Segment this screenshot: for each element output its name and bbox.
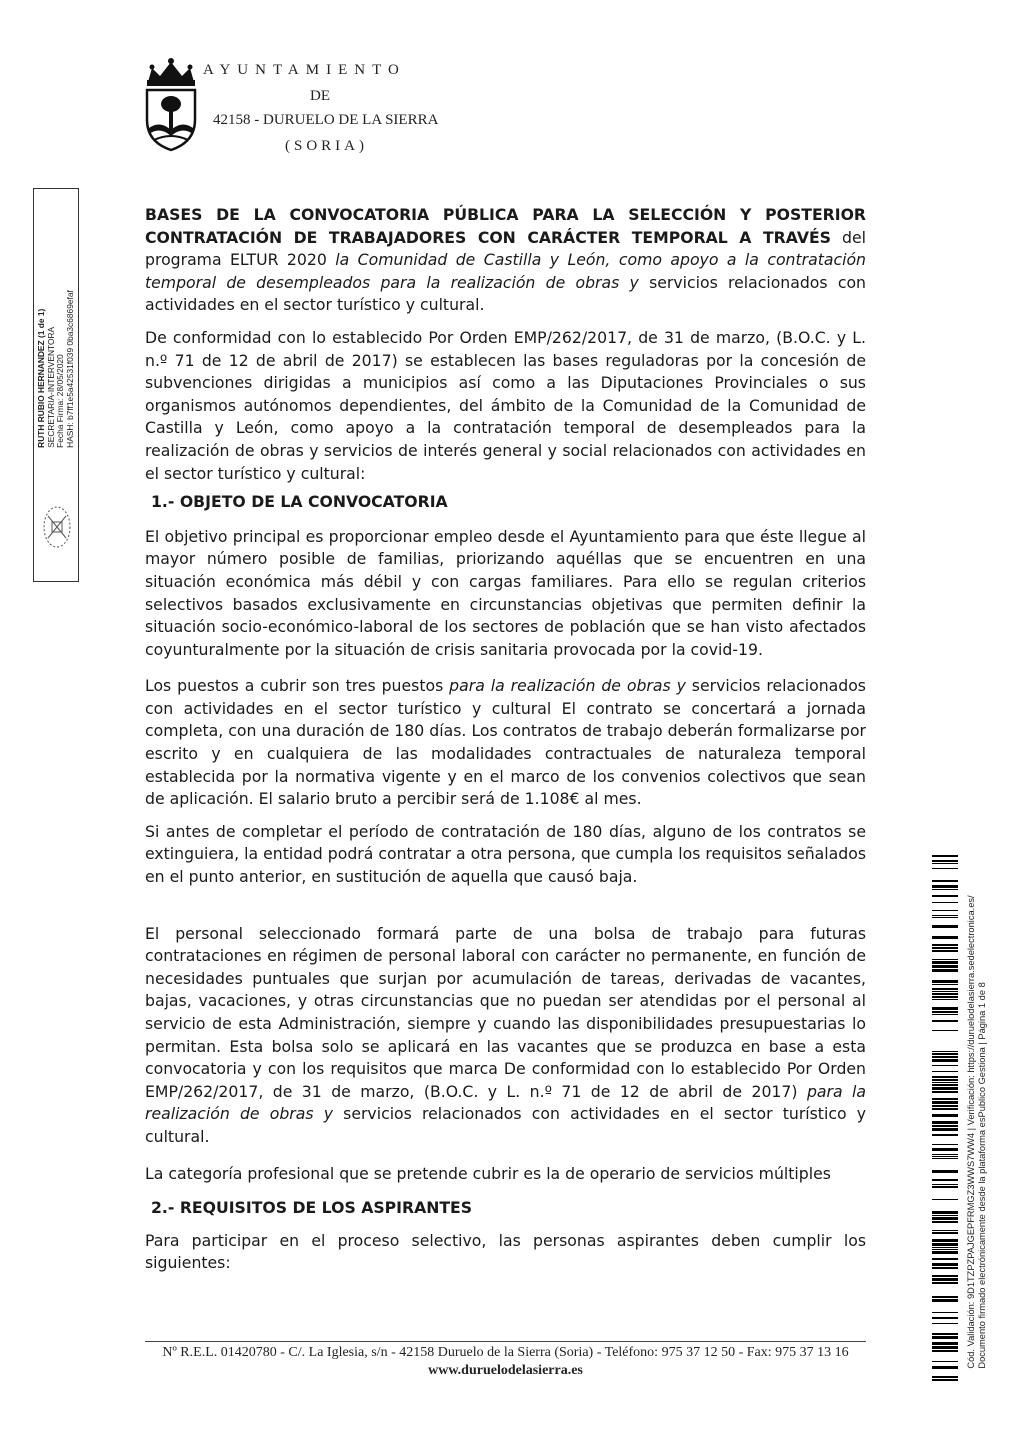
barcode-bar (932, 1342, 958, 1345)
barcode-bar (932, 1053, 958, 1055)
barcode-bar (932, 1317, 958, 1319)
letterhead-line-1: AYUNTAMIENTO (203, 62, 406, 78)
title-normal: del programa ELTUR 2020 (145, 227, 866, 270)
paragraph-1: El objetivo principal es proporcionar empleo desde el Ayuntamiento para que éste llegue al mayor número posible de familias, priorizando aquéllas que se encuentren en una situación económica más débil y con cargas familiares. Para ello se regulan criterios selectivos basados exclusivamente en circunstancias objetivas que permiten definir la situación socio-económico-laboral de los sectores de población que se han visto afectados coyunturalmente por la situación de crisis sanitaria provocada por la covid-19. (145, 526, 866, 659)
barcode-bar (932, 1154, 958, 1155)
verification-platform: Documento firmado electrónicamente desde la plataforma esPublico Gestiona | Página 1 de 8 (977, 982, 987, 1369)
document-title (145, 204, 866, 317)
barcode-bar (932, 1278, 958, 1281)
p4-end: servicios relacionados con actividades en el sector turístico y cultural. (145, 1104, 866, 1146)
barcode-bar (932, 1121, 958, 1124)
paragraph-6: Para participar en el proceso selectivo, las personas aspirantes deben cumplir los siguientes: (145, 1230, 866, 1273)
barcode-bar (932, 880, 958, 882)
verification-code: Cód. Validación: 9D1TZPZPAJGEPFRMGZ3WWS7WW4 | Verificación: https://duruelodelasierra.sedelectronica.es/ (966, 895, 976, 1369)
barcode-bar (932, 902, 958, 903)
signature-hash: HASH: b7ff1e5a42531f039 0ba3c6869efaf (64, 290, 75, 448)
barcode-bar (932, 950, 958, 952)
barcode-bar (932, 1087, 958, 1090)
barcode-bar (932, 1350, 958, 1352)
barcode-bar (932, 961, 958, 964)
barcode-bar (932, 1184, 958, 1185)
barcode-bar (932, 988, 958, 990)
barcode-bar (932, 1076, 958, 1078)
barcode-bar (932, 895, 958, 897)
intro-paragraph: De conformidad con lo establecido Por Orden EMP/262/2017, de 31 de marzo, (B.O.C. y L. n.º 71 de 12 de abril de 2017) se establecen las bases reguladoras por la concesión de subvenciones dirigidas a municipios así como a las Diputaciones Provinciales o sus organismos autónomos dependientes, del ámbito de la Comunidad de la Comunidad de Castilla y León, como apoyo a la contratación temporal de desempleados para la realización de obras y servicios de interés general y social relacionados con actividades en el sector turístico y cultural: (145, 327, 866, 483)
barcode-bar (932, 1221, 958, 1223)
barcode-bar (932, 1249, 958, 1250)
barcode-bar (932, 1366, 958, 1369)
barcode-bar (932, 885, 958, 888)
barcode-bar (932, 855, 958, 857)
barcode-bar (932, 1014, 958, 1015)
barcode-icon (932, 855, 958, 1392)
paragraph-3: Si antes de completar el período de contratación de 180 días, alguno de los contratos se extinguiera, la entidad podrá contratar a otra persona, que cumpla los requisitos señalados en el punto anterior, en sustitución de aquella que causó baja. (145, 821, 866, 887)
barcode-bar (932, 1361, 958, 1362)
barcode-bar (932, 959, 958, 960)
barcode-bar (932, 1217, 958, 1220)
barcode-bar (932, 1091, 958, 1093)
barcode-bar (932, 1101, 958, 1104)
paragraph-4 (145, 923, 866, 1149)
barcode-bar (932, 1267, 958, 1269)
barcode-bar (932, 965, 958, 968)
barcode-bar (932, 1258, 958, 1260)
barcode-bar (932, 1084, 958, 1086)
footer-website[interactable]: www.duruelodelasierra.es (428, 1363, 583, 1378)
barcode-bar (932, 1134, 958, 1136)
barcode-bar (932, 993, 958, 995)
barcode-bar (932, 917, 958, 918)
paragraph-5: La categoría profesional que se pretende cubrir es la de operario de servicios múltiples (145, 1163, 831, 1183)
verification-strip (965, 872, 989, 1392)
barcode-bar (932, 1105, 958, 1107)
barcode-bar (932, 1156, 958, 1157)
barcode-bar (932, 1275, 958, 1277)
barcode-bar (932, 1007, 958, 1010)
barcode-bar (932, 868, 958, 869)
barcode-bar (932, 1247, 958, 1248)
barcode-bar (932, 1312, 958, 1313)
barcode-bar (932, 1333, 958, 1335)
barcode-bar (932, 996, 958, 998)
title-bold: BASES DE LA CONVOCATORIA PÚBLICA PARA LA SELECCIÓN Y POSTERIOR CONTRATACIÓN DE TRABAJADORES CON CARÁCTER TEMPORAL A TRAVÉS (145, 205, 866, 247)
verification-text (966, 895, 988, 1368)
barcode-bar (932, 1059, 958, 1062)
barcode-bar (932, 1148, 958, 1151)
section-1-heading: 1.- OBJETO DE LA CONVOCATORIA (151, 492, 448, 512)
barcode-bar (932, 889, 958, 890)
barcode-bar (932, 1239, 958, 1242)
coat-of-arms-icon (140, 56, 202, 152)
barcode-bar (932, 1199, 958, 1200)
signature-stamp (33, 188, 79, 582)
section-2-heading: 2.- REQUISITOS DE LOS ASPIRANTES (151, 1198, 473, 1218)
barcode-bar (932, 1215, 958, 1216)
barcode-bar (932, 1114, 958, 1117)
barcode-bar (932, 1020, 958, 1022)
barcode-bar (932, 984, 958, 985)
barcode-bar (932, 1056, 958, 1058)
paragraph-2 (145, 675, 866, 811)
title-italic: la Comunidad de Castilla y León, como apoyo a la contratación temporal de desempleados para la realización de obras y (145, 250, 866, 292)
barcode-bar (932, 1186, 958, 1188)
barcode-bar (932, 1158, 958, 1159)
barcode-bar (932, 1144, 958, 1145)
barcode-bar (932, 969, 958, 972)
barcode-bar (932, 947, 958, 949)
barcode-bar (932, 915, 958, 916)
barcode-bar (932, 1299, 958, 1302)
barcode-bar (932, 910, 958, 911)
barcode-bar (932, 1346, 958, 1349)
p2-italic: para la realización de obras y (449, 676, 686, 696)
barcode-bar (932, 1263, 958, 1266)
barcode-bar (932, 999, 958, 1000)
p2-end: servicios relacionados con actividades en el sector turístico y cultural El contrato se concertará a jornada completa, con una duración de 180 días. Los contratos de trabajo deberán formalizarse por escrito y en cualquiera de las modalidades contractuales de naturaleza temporal establecida por la normativa vigente y en el marco de los convenios colectivos que sean de aplicación. El salario bruto a percibir será de 1.108€ al mes. (145, 676, 866, 809)
barcode-bar (932, 1376, 958, 1378)
barcode-bar (932, 991, 958, 992)
barcode-bar (932, 936, 958, 939)
barcode-bar (932, 1243, 958, 1246)
barcode-bar (932, 1128, 958, 1131)
title-end: servicios relacionados con actividades en el sector turístico y cultural. (145, 272, 866, 315)
p2-start: Los puestos a cubrir son tres puestos (145, 676, 450, 696)
barcode-bar (932, 1296, 958, 1298)
barcode-bar (932, 1379, 958, 1381)
barcode-bar (932, 1211, 958, 1214)
signature-text (37, 290, 75, 448)
barcode-bar (932, 1065, 958, 1066)
barcode-bar (932, 863, 958, 864)
barcode-bar (932, 1336, 958, 1339)
barcode-bar (932, 1030, 958, 1031)
barcode-bar (932, 925, 958, 928)
barcode-bar (932, 1230, 958, 1231)
footer-divider (145, 1341, 866, 1342)
signer-role: SECRETARIA-INTERVENTORA (45, 326, 56, 448)
signature-date: Fecha Firma: 28/05/2020 (55, 354, 65, 448)
barcode-bar (932, 1125, 958, 1127)
barcode-bar (932, 944, 958, 946)
barcode-bar (932, 860, 958, 862)
seal-icon (38, 494, 76, 560)
document-body (145, 204, 866, 1275)
barcode-bar (932, 1108, 958, 1110)
footer (145, 1344, 866, 1380)
barcode-bar (932, 1082, 958, 1083)
barcode-bar (932, 1232, 958, 1234)
signer-name: RUTH RUBIO HERNANDEZ (1 de 1) (36, 308, 46, 448)
barcode-bar (932, 1098, 958, 1100)
footer-address: Nº R.E.L. 01420780 - C/. La Iglesia, s/n - 42158 Duruelo de la Sierra (Soria) - Teléfono: 975 37 12 50 - Fax: 975 37 13 16 (162, 1345, 849, 1360)
barcode-bar (932, 1179, 958, 1181)
letterhead-line-3: 42158 - DURUELO DE LA SIERRA (213, 112, 439, 128)
barcode-bar (932, 1170, 958, 1173)
barcode-bar (932, 980, 958, 983)
letterhead-line-4: (SORIA) (285, 138, 368, 154)
barcode-bar (932, 1051, 958, 1052)
barcode-bar (932, 1071, 958, 1072)
barcode-bar (932, 1251, 958, 1254)
p4-italic: para la realización de obras y (145, 1081, 866, 1124)
p4-start: El personal seleccionado formará parte de una bolsa de trabajo para futuras contrataciones en régimen de personal laboral con carácter no permanente, en función de necesidades puntuales que surjan por acumulación de tareas, derivadas de vacantes, bajas, vacaciones, y otras circunstancias que no puedan ser atendidas por el personal al servicio de esta Administración, siempre y cuando las disponibilidades presupuestarias lo permitan. Esta bolsa solo se aplicará en las vacantes que se produzca en base a esta convocatoria y con los requisitos que marca De conformidad con lo establecido Por Orden EMP/262/2017, de 31 de marzo, (B.O.C. y L. n.º 71 de 12 de abril de 2017) (145, 923, 866, 1101)
barcode-bar (932, 1079, 958, 1081)
barcode-bar (932, 1011, 958, 1013)
barcode-bar (932, 1323, 958, 1324)
letterhead-line-2: DE (310, 88, 330, 104)
barcode-bar (932, 1282, 958, 1284)
